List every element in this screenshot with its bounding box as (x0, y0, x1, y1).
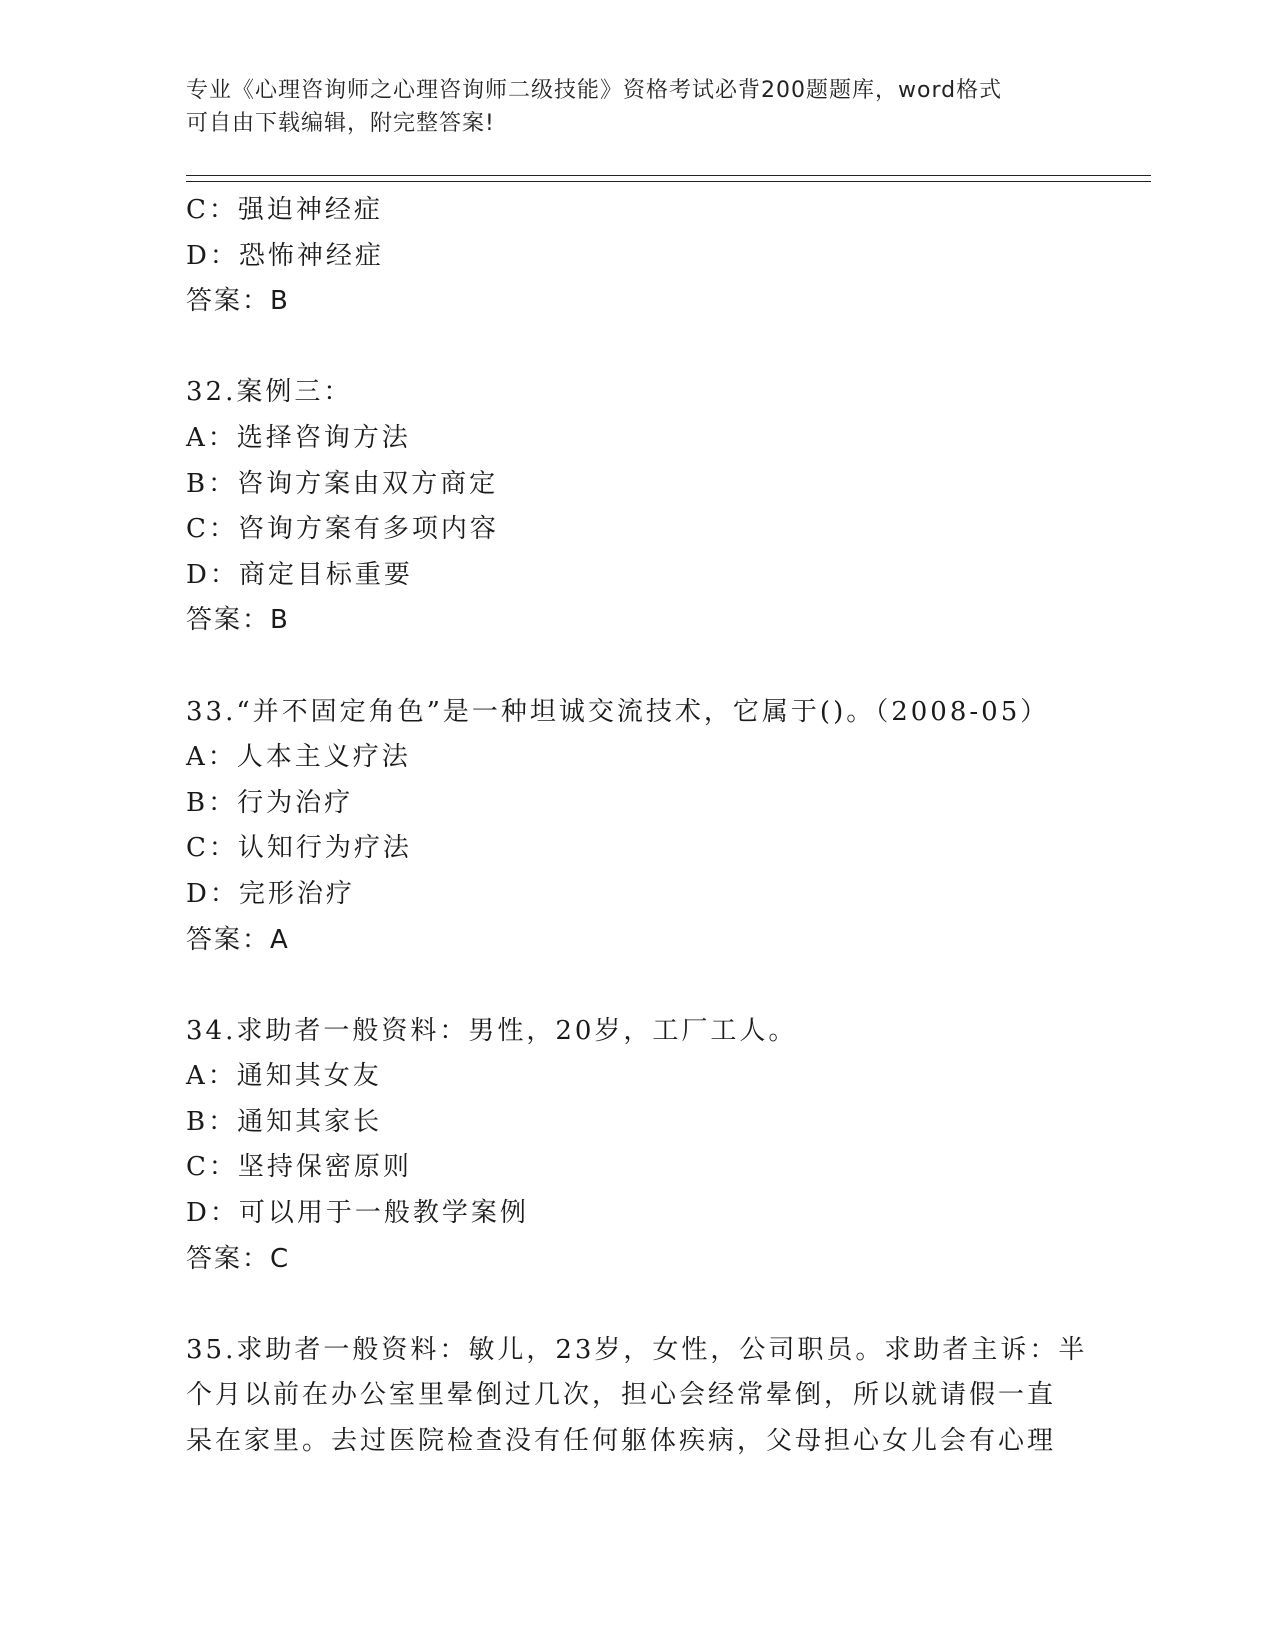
question-text: 33.“并不固定角色”是一种坦诚交流技术，它属于()。（2008-05） (186, 696, 1050, 727)
question-block-33 (186, 690, 1086, 964)
option-d: D：恐怖神经症 (186, 240, 384, 271)
option-d: D：可以用于一般教学案例 (186, 1198, 529, 1229)
question-text: 32.案例三： (186, 377, 353, 408)
header-divider-bottom (186, 181, 1151, 182)
document-header (186, 74, 1086, 140)
option-d: D：完形治疗 (186, 878, 355, 909)
spacer (186, 1282, 1086, 1328)
header-line-2: 可自由下载编辑，附完整答案! (186, 111, 495, 136)
question-text-line-3: 呆在家里。去过医院检查没有任何躯体疾病，父母担心女儿会有心理 (186, 1426, 1057, 1457)
question-list (186, 188, 1086, 1465)
question-block-31 (186, 188, 1086, 325)
option-b: B：咨询方案由双方商定 (186, 468, 499, 499)
spacer (186, 325, 1086, 371)
answer-label: 答案：C (186, 1243, 291, 1274)
option-c: C：咨询方案有多项内容 (186, 514, 499, 545)
header-divider-top (186, 175, 1151, 176)
question-block-34 (186, 1009, 1086, 1283)
answer-label: 答案：B (186, 286, 290, 317)
question-block-32 (186, 370, 1086, 644)
option-a: A：通知其女友 (186, 1061, 382, 1092)
option-b: B：行为治疗 (186, 787, 354, 818)
option-c: C：坚持保密原则 (186, 1152, 412, 1183)
option-b: B：通知其家长 (186, 1106, 383, 1137)
question-text-line-1: 35.求助者一般资料：敏儿，23岁，女性，公司职员。求助者主诉：半 (186, 1334, 1088, 1365)
option-a: A：选择咨询方法 (186, 422, 411, 453)
header-line-1: 专业《心理咨询师之心理咨询师二级技能》资格考试必背200题题库，word格式 (186, 78, 1003, 103)
question-text-line-2: 个月以前在办公室里晕倒过几次，担心会经常晕倒，所以就请假一直 (186, 1380, 1057, 1411)
option-a: A：人本主义疗法 (186, 742, 411, 773)
answer-label: 答案：A (186, 924, 290, 955)
option-c: C：认知行为疗法 (186, 833, 412, 864)
spacer (186, 644, 1086, 690)
option-d: D：商定目标重要 (186, 559, 413, 590)
question-block-35 (186, 1328, 1086, 1465)
option-c: C：强迫神经症 (186, 195, 383, 225)
answer-label: 答案：B (186, 605, 290, 636)
spacer (186, 963, 1086, 1009)
question-text: 34.求助者一般资料：男性，20岁，工厂工人。 (186, 1015, 798, 1046)
